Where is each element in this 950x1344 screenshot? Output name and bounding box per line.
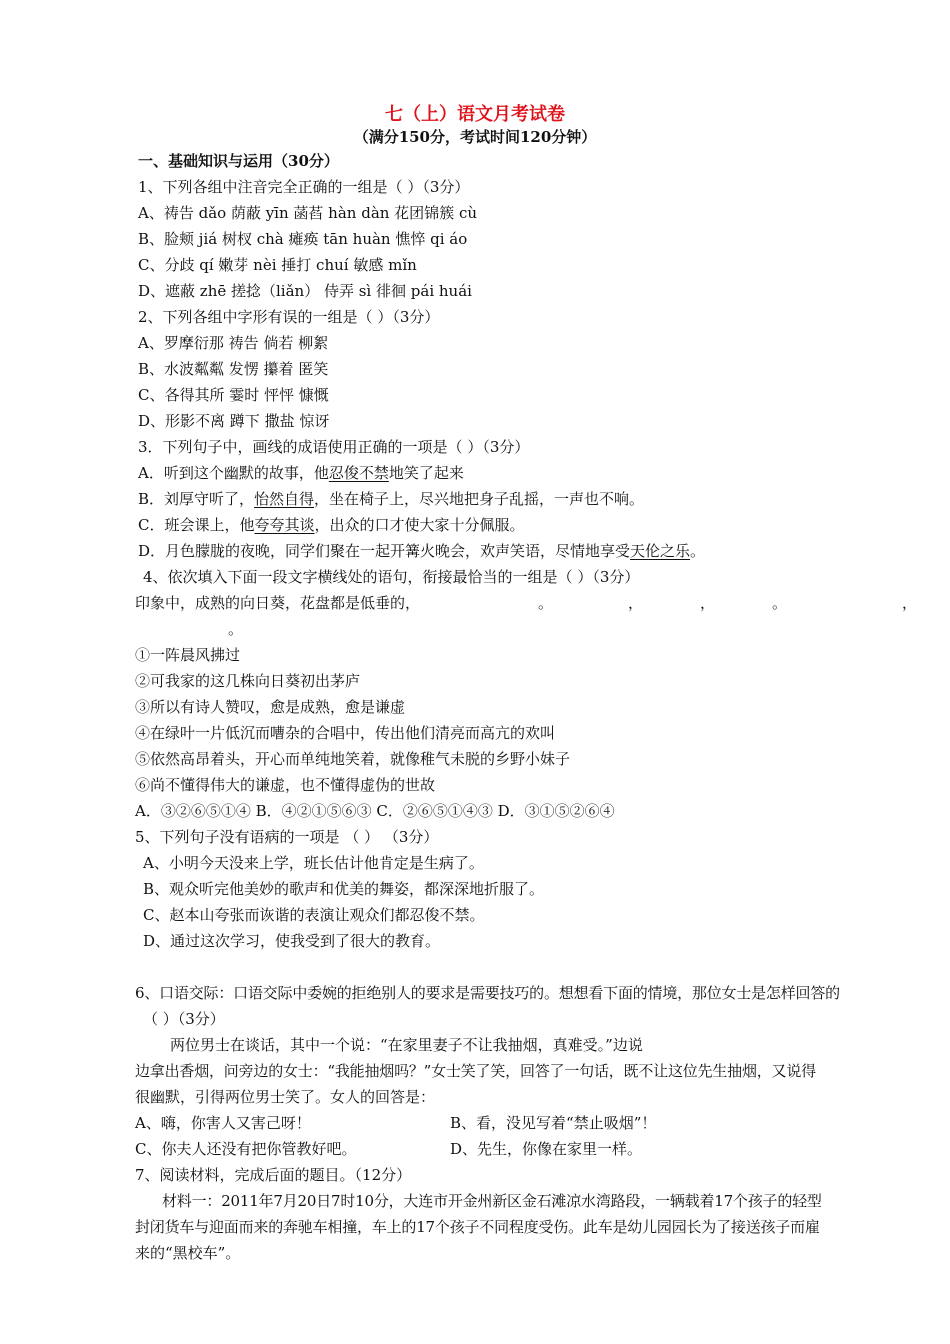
option-text: ，坐在椅子上，尽兴地把身子乱摇，一声也不响。 [314, 490, 645, 508]
blank-punctuation: 。 [772, 594, 788, 612]
question-4-sentence-5: ⑤依然高昂着头，开心而单纯地笑着，就像稚气未脱的乡野小妹子 [135, 750, 571, 768]
question-6-stem: 6、口语交际：口语交际中委婉的拒绝别人的要求是需要技巧的。想想看下面的情境，那位女士是怎样回答的 [135, 984, 840, 1002]
question-5-stem: 5、下列句子没有语病的一项是 （ ） （3分） [135, 828, 439, 846]
option-text: A．听到这个幽默的故事，他 [138, 464, 329, 482]
question-2-option-d: D、形影不离 蹲下 撒盐 惊讶 [138, 412, 330, 430]
question-4-stem: 4、依次填入下面一段文字横线处的语句，衔接最恰当的一组是（ ）（3分） [143, 568, 640, 586]
question-3-option-d [138, 541, 705, 561]
blank-punctuation: ， [628, 594, 644, 612]
blank-punctuation: 。 [538, 594, 554, 612]
blank-punctuation: ， [902, 594, 918, 612]
question-3-option-b [138, 489, 644, 509]
question-2-stem: 2、下列各组中字形有误的一组是（ ）（3分） [138, 308, 440, 326]
question-4-sentence-4: ④在绿叶一片低沉而嘈杂的合唱中，传出他们清亮而高亢的欢叫 [135, 724, 556, 742]
question-6-paragraph: 边拿出香烟，问旁边的女士：“我能抽烟吗？”女士笑了笑，回答了一句话，既不让这位先生抽烟，又说得 [135, 1062, 816, 1080]
question-5-option-c: C、赵本山夸张而诙谐的表演让观众们都忍俊不禁。 [143, 906, 485, 924]
question-3-option-a [138, 463, 464, 483]
question-4-answers: A．③②⑥⑤①④ B．④②①⑤⑥③ C．②⑥⑤①④③ D．③①⑤②⑥④ [135, 802, 615, 820]
question-3-option-c [138, 515, 525, 535]
question-7-material: 来的“黑校车”。 [135, 1244, 241, 1262]
option-text: ，出众的口才使大家十分佩服。 [314, 516, 525, 534]
question-6-stem-bracket: （ ）（3分） [143, 1010, 225, 1028]
question-6-paragraph: 很幽默，引得两位男士笑了。女人的回答是： [135, 1088, 436, 1106]
blank-punctuation: ， [700, 594, 716, 612]
underlined-idiom: 怡然自得 [254, 490, 315, 508]
question-7-material: 材料一：2011年7月20日7时10分，大连市开金州新区金石滩凉水湾路段，一辆载着17个孩子的轻型 [162, 1192, 822, 1210]
page-subtitle: （满分150分，考试时间120分钟） [353, 128, 597, 146]
question-4-sentence-6: ⑥尚不懂得伟大的谦虚，也不懂得虚伪的世故 [135, 776, 436, 794]
question-1-option-c: C、分歧 qí 嫩芽 nèi 捶打 chuí 敏感 mǐn [138, 256, 417, 274]
question-7-material: 封闭货车与迎面而来的奔驰车相撞，车上的17个孩子不同程度受伤。此车是幼儿园园长为了接送孩子而雇 [135, 1218, 820, 1236]
question-5-option-a: A、小明今天没来上学，班长估计他肯定是生病了。 [143, 854, 484, 872]
question-6-paragraph: 两位男士在谈话，其中一个说：“在家里妻子不让我抽烟，真难受。”边说 [170, 1036, 643, 1054]
question-2-option-c: C、各得其所 霎时 怦怦 慷慨 [138, 386, 329, 404]
option-text: 。 [690, 542, 706, 560]
question-4-sentence-3: ③所以有诗人赞叹，愈是成熟，愈是谦虚 [135, 698, 406, 716]
question-4-passage: 印象中，成熟的向日葵，花盘都是低垂的， [135, 594, 421, 612]
question-7-stem: 7、阅读材料，完成后面的题目。（12分） [135, 1166, 412, 1184]
question-1-stem: 1、下列各组中注音完全正确的一组是（ ）（3分） [138, 178, 470, 196]
question-5-option-d: D、通过这次学习，使我受到了很大的教育。 [143, 932, 441, 950]
question-1-option-b: B、脸颊 jiá 树杈 chà 瘫痪 tān huàn 憔悴 qi áo [138, 230, 468, 248]
question-2-option-a: A、罗摩衍那 祷告 倘若 柳絮 [138, 334, 329, 352]
question-5-option-b: B、观众听完他美妙的歌声和优美的舞姿，都深深地折服了。 [143, 880, 545, 898]
question-4-sentence-1: ①一阵晨风拂过 [135, 646, 241, 664]
option-text: B．刘厚守听了， [138, 490, 255, 508]
question-6-option-a: A、嗨，你害人又害己呀！ [135, 1114, 311, 1132]
question-6-option-d: D、先生，你像在家里一样。 [450, 1140, 643, 1158]
option-text: 地笑了起来 [388, 464, 464, 482]
blank-punctuation: 。 [228, 620, 244, 638]
page-title: 七（上）语文月考试卷 [385, 104, 565, 125]
question-6-option-b: B、看，没见写着“禁止吸烟”！ [450, 1114, 657, 1132]
underlined-idiom: 夸夸其谈 [254, 516, 315, 534]
underlined-idiom: 天伦之乐 [630, 542, 691, 560]
option-text: D．月色朦胧的夜晚，同学们聚在一起开篝火晚会，欢声笑语，尽情地享受 [138, 542, 631, 560]
underlined-idiom: 忍俊不禁 [328, 464, 389, 482]
section-heading: 一、基础知识与运用（30分） [138, 152, 339, 170]
option-text: C．班会课上，他 [138, 516, 255, 534]
question-6-option-c: C、你夫人还没有把你管教好吧。 [135, 1140, 357, 1158]
question-3-stem: 3．下列句子中，画线的成语使用正确的一项是（ ）（3分） [138, 438, 530, 456]
question-1-option-d: D、遮蔽 zhē 搓捻（liǎn） 侍弄 sì 徘徊 pái huái [138, 282, 472, 300]
question-1-option-a: A、祷告 dǎo 荫蔽 yīn 菡萏 hàn dàn 花团锦簇 cù [138, 204, 478, 222]
question-4-sentence-2: ②可我家的这几株向日葵初出茅庐 [135, 672, 361, 690]
question-2-option-b: B、水波粼粼 发愣 攥着 匿笑 [138, 360, 329, 378]
